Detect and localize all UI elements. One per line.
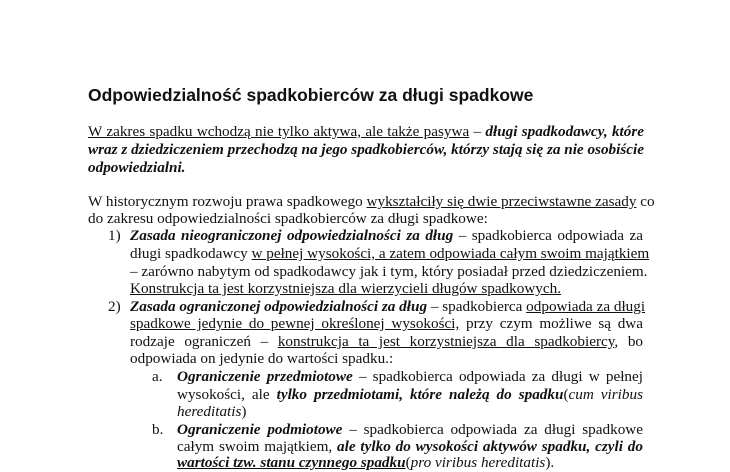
subitem-b-bold-text: Ograniczenie podmiotowe <box>177 421 343 438</box>
item2-line-1 <box>130 298 646 316</box>
subitem-b-text: – spadkobierca odpowiada za długi spadkowe <box>342 421 643 438</box>
item2-bold-text: Zasada ograniczonej odpowiedzialności za dług <box>130 298 428 315</box>
intro-dash: – <box>469 123 486 140</box>
item2-number: 2) <box>108 298 121 315</box>
subitem-a-text: – spadkobierca odpowiada za długi w pełnej <box>352 368 643 385</box>
intro-underlined-text: W zakres spadku wchodzą nie tylko aktywa, ale także pasywa <box>88 123 470 140</box>
item2-text: , bo <box>614 333 644 350</box>
item1-text: – zarówno nabytym od spadkodawcy jak i tym, który posiadał przed dziedziczeniem. <box>130 263 648 280</box>
item1-text: – spadkobierca odpowiada za <box>453 227 643 244</box>
item2-underlined-text: konstrukcja ta jest korzystniejsza dla spadkobiercy <box>277 333 615 350</box>
item1-number: 1) <box>108 227 121 244</box>
subitem-a-latin-text: hereditatis <box>177 403 242 420</box>
item1-line-2 <box>130 245 650 263</box>
item2-text: przy czym możliwe są dwa <box>459 315 644 332</box>
para2-underlined-text: wykształciły się dwie przeciwstawne zasady <box>366 193 637 210</box>
item1-line-4 <box>130 280 561 298</box>
subitem-a-line-3 <box>177 403 246 421</box>
subitem-b-latin-text: pro viribus hereditatis <box>410 454 546 471</box>
item1-underlined-text: Konstrukcja ta jest korzystniejsza dla wierzycieli długów spadkowych. <box>130 280 562 297</box>
subitem-b-bold-underlined-text: wartości tzw. stanu czynnego spadku <box>177 454 406 471</box>
subitem-b-line-1 <box>177 421 643 439</box>
subitem-a-line-2 <box>177 386 643 404</box>
subitem-b-bold-text: ale tylko do wysokości aktywów spadku, czyli do <box>337 438 643 455</box>
subitem-a-text: ) <box>241 403 247 420</box>
item2-text: rodzaje ograniczeń – <box>130 333 278 350</box>
item2-line-3 <box>130 333 643 351</box>
intro-bold-text: wraz z dziedziczeniem przechodzą na jego spadkobierców, którzy stają się za nie osobiście <box>88 141 644 158</box>
item2-line-4 <box>130 350 393 368</box>
subitem-a-text: ( <box>563 386 569 403</box>
item1-line-1 <box>130 227 643 245</box>
subitem-a-bold-text: tylko przedmiotami, które należą do spadku <box>276 386 564 403</box>
subitem-a-line-1 <box>177 368 643 386</box>
intro-line-2 <box>88 141 644 159</box>
para2-text: do zakresu odpowiedzialności spadkobierców za długi spadkowe: <box>88 210 488 227</box>
subitem-a-letter: a. <box>152 368 163 385</box>
item1-line-3 <box>130 263 648 281</box>
subitem-b-text: ( <box>405 454 411 471</box>
item1-text: długi spadkodawcy <box>130 245 252 262</box>
item2-underlined-text: spadkowe jedynie do pewnej określonej wysokości, <box>130 315 460 332</box>
intro-bold-text: długi spadkodawcy, które <box>485 123 645 140</box>
para2-text: W historycznym rozwoju prawa spadkowego <box>88 193 367 210</box>
intro-line-3 <box>88 159 185 177</box>
item1-underlined-text: w pełnej wysokości, a zatem odpowiada całym swoim majątkiem <box>251 245 650 262</box>
intro-bold-text: odpowiedzialni. <box>88 159 186 176</box>
item2-text: odpowiada on jedynie do wartości spadku.: <box>130 350 394 367</box>
para2-line-2 <box>88 210 488 228</box>
subitem-b-letter: b. <box>152 421 164 438</box>
subitem-b-text: ). <box>545 454 555 471</box>
para2-line-1 <box>88 193 655 211</box>
item1-bold-text: Zasada nieograniczonej odpowiedzialności za dług <box>130 227 454 244</box>
item2-underlined-text: odpowiada za długi <box>526 298 646 315</box>
subitem-b-line-3 <box>177 454 554 472</box>
subitem-a-latin-text: cum viribus <box>568 386 643 403</box>
item2-line-2 <box>130 315 643 333</box>
subitem-b-text: całym swoim majątkiem, <box>177 438 338 455</box>
subitem-a-bold-text: Ograniczenie przedmiotowe <box>177 368 353 385</box>
subitem-a-text: wysokości, ale <box>177 386 277 403</box>
item2-text: – spadkobierca <box>427 298 527 315</box>
intro-line-1 <box>88 123 644 141</box>
document-heading: Odpowiedzialność spadkobierców za długi spadkowe <box>88 85 534 105</box>
para2-text: co <box>636 193 655 210</box>
